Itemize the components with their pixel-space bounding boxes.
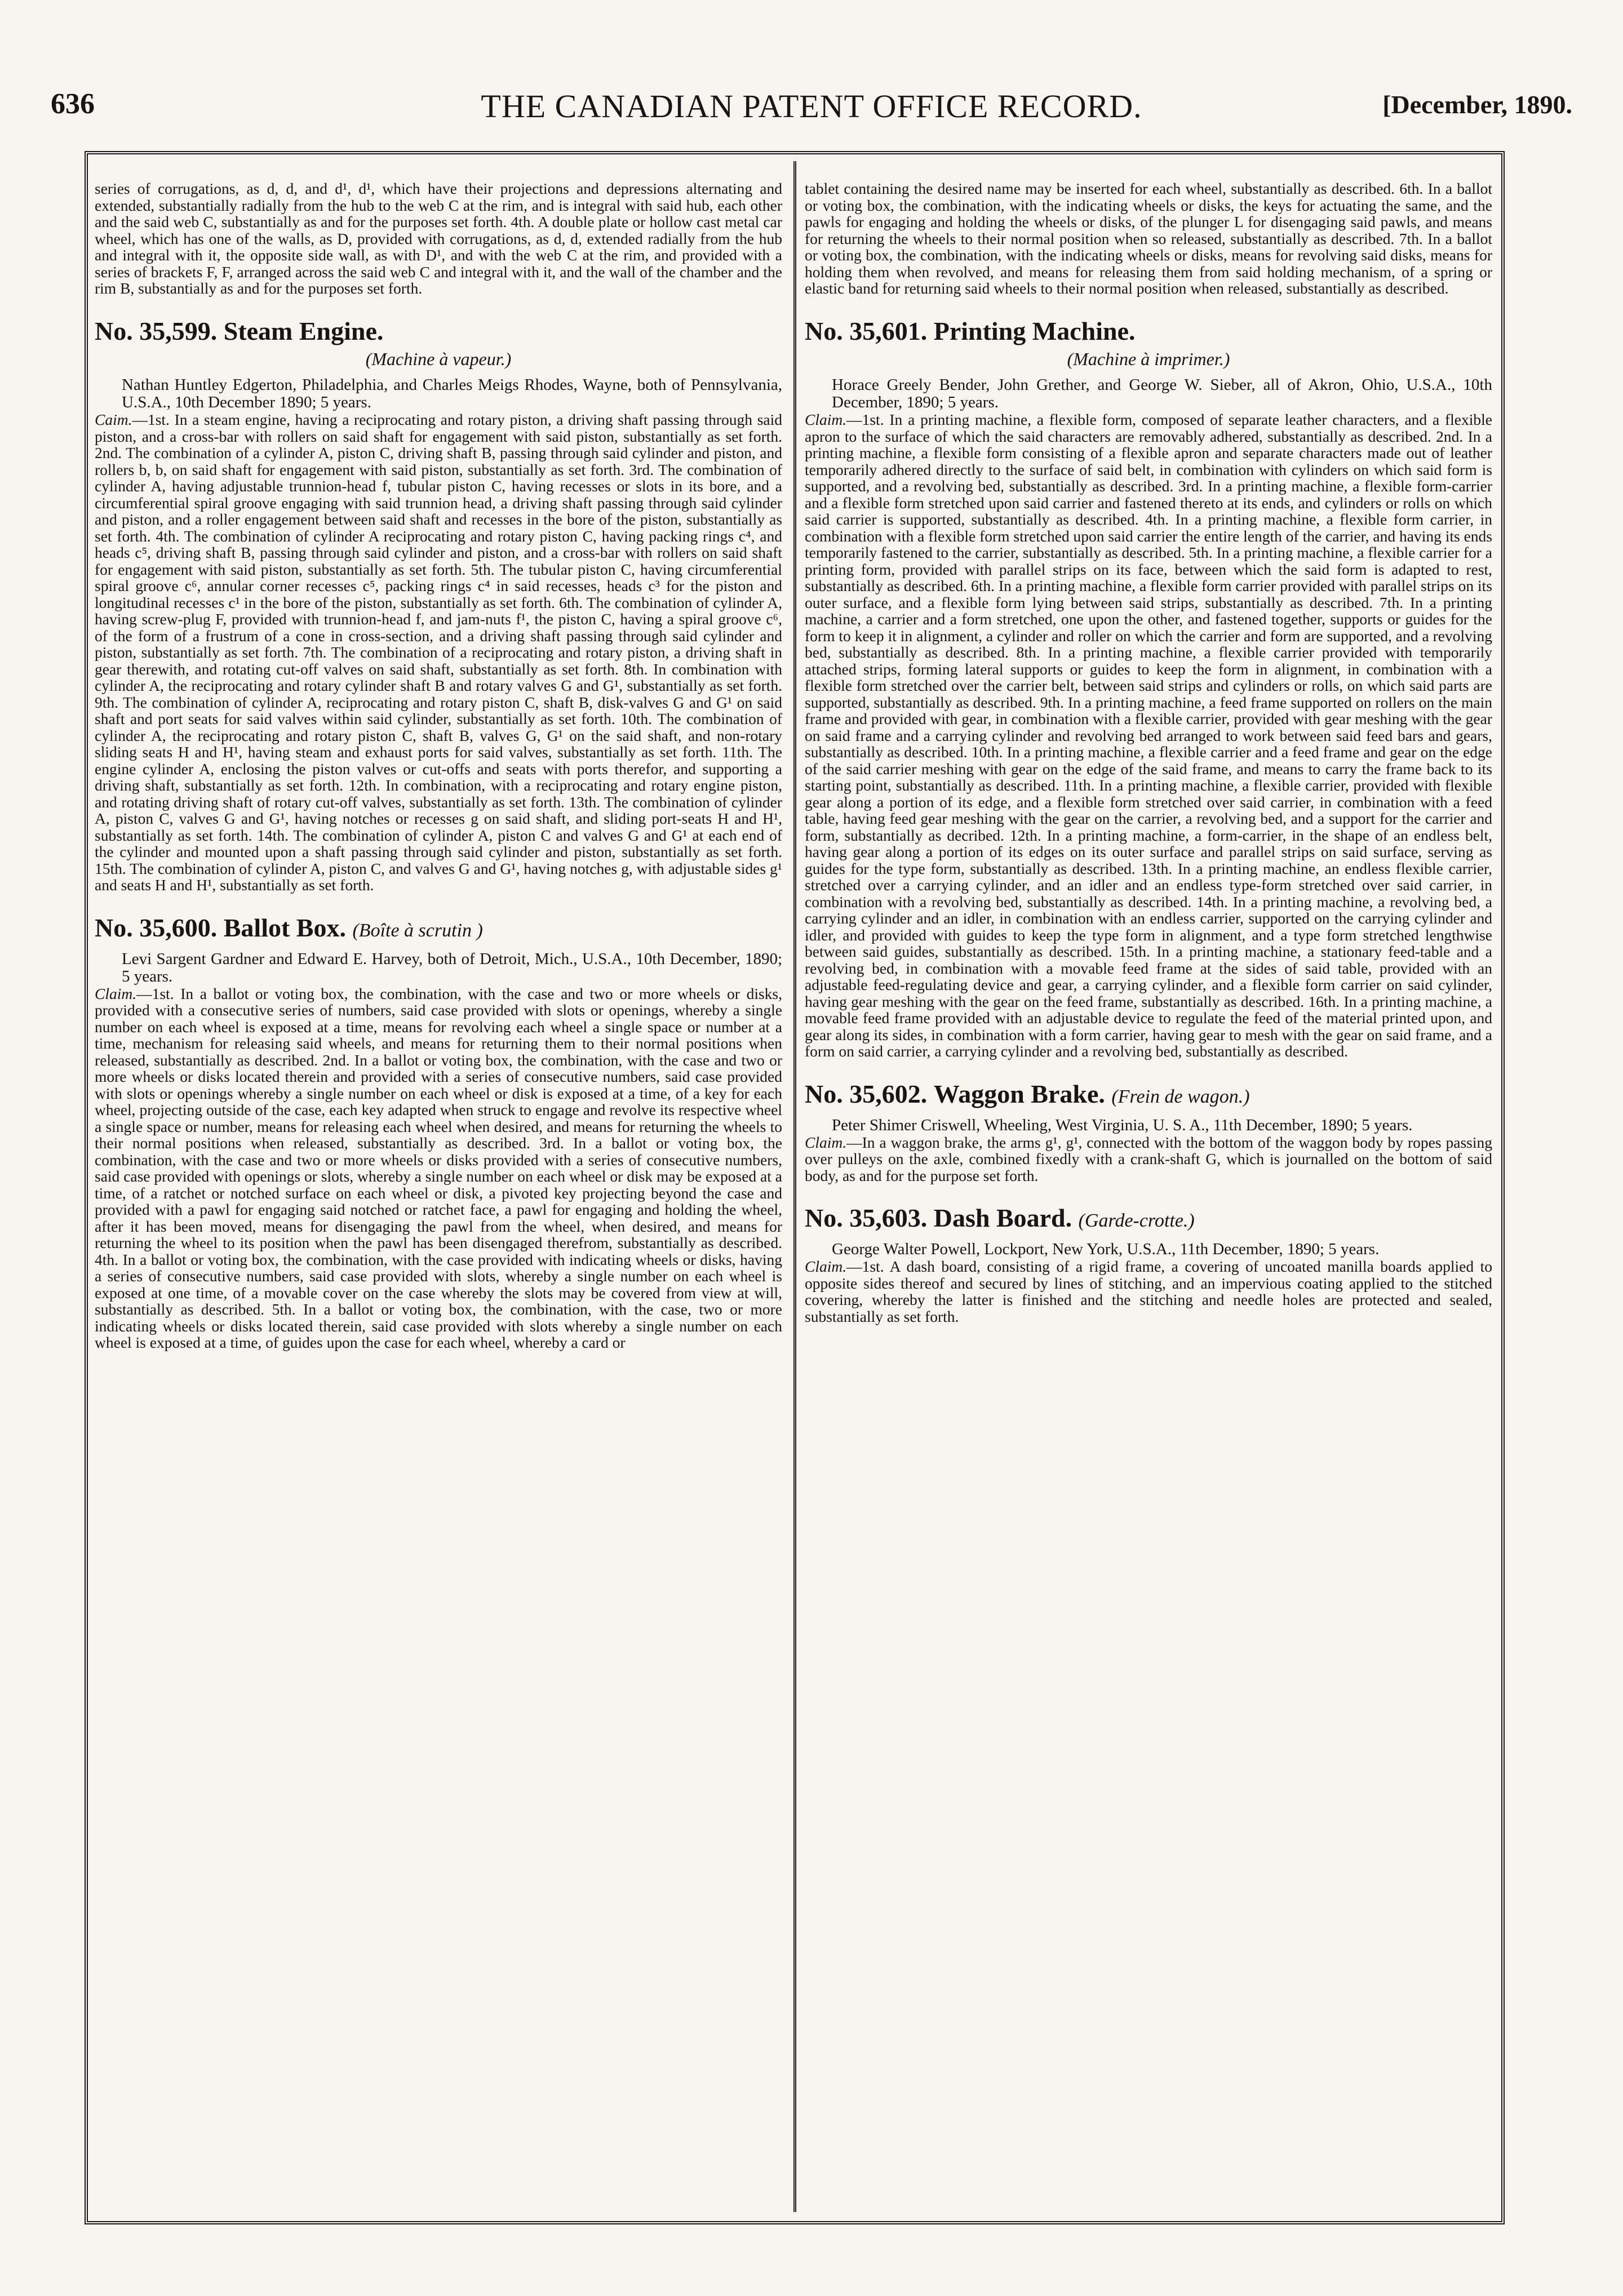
patent-inventors: George Walter Powell, Lockport, New York, U.S.A., 11th December, 1890; 5 years.: [832, 1240, 1380, 1258]
claim-label: Claim.: [805, 1258, 847, 1275]
patent-heading-35602: [805, 1079, 1492, 1112]
continued-text: tablet containing the desired name may be inserted for each wheel, substantially as described. 6th. In a ballot or voting box, the combination, with the indicating wheels or disks, the keys for actuating the same, and the pawls for engaging and holding the wheels or disks, of the plunger L for disengaging said pawls, and means for returning the wheels to their normal position when so released, substantially as described. 7th. In a ballot or voting box, the combination, with the indicating wheels or disks, means for revolving said disks, means for holding them when revolved, and means for releasing them from said holding mechanism, of a spring or elastic band for returning said wheels to their normal position when released, substantially as described.: [805, 180, 1492, 297]
patent-inventors: Levi Sargent Gardner and Edward E. Harvey, both of Detroit, Mich., U.S.A., 10th December, 1890; 5 years.: [122, 949, 782, 985]
claim-label: Claim.: [805, 411, 847, 428]
patent-number: No. 35,599.: [95, 316, 218, 345]
page-number: 636: [51, 88, 95, 120]
claim-label: Caim.: [95, 411, 132, 428]
patent-inventors: Nathan Huntley Edgerton, Philadelphia, and Charles Meigs Rhodes, Wayne, both of Pennsylvania, U.S.A., 10th December 1890; 5 years.: [122, 376, 782, 411]
column-divider: [793, 161, 796, 2212]
patent-number: No. 35,603.: [805, 1203, 928, 1232]
claim-label: Claim.: [805, 1133, 847, 1151]
patent-claims: [95, 985, 782, 1351]
patent-heading-35600: [95, 913, 782, 946]
patent-title: Waggon Brake.: [933, 1079, 1105, 1108]
patent-french-title: (Machine à vapeur.): [365, 348, 512, 369]
patent-french-title: (Boîte à scrutin ): [352, 920, 483, 941]
patent-french-title: (Garde-crotte.): [1078, 1210, 1195, 1231]
patent-number: No. 35,600.: [95, 913, 218, 942]
patent-claims: [805, 411, 1492, 1060]
claim-text: —In a waggon brake, the arms g¹, g¹, connected with the bottom of the waggon body by ropes passing over pulleys on the axle, combined fixedly with a crank-shaft G, which is journalled on the bottom of said body, as and for the purpose set forth.: [805, 1133, 1492, 1184]
patent-title: Ballot Box.: [223, 913, 346, 942]
left-column: [95, 180, 782, 2203]
patent-french-title: (Frein de wagon.): [1111, 1086, 1250, 1107]
patent-claims: [805, 1134, 1492, 1184]
patent-heading-35603: [805, 1203, 1492, 1236]
patent-claims: [805, 1258, 1492, 1325]
patent-claims: [95, 411, 782, 894]
patent-title: Dash Board.: [933, 1203, 1072, 1232]
claim-text: —1st. In a steam engine, having a reciprocating and rotary piston, a driving shaft passing through said piston, and a cross-bar with rollers on said shaft for engagement with said piston, substantially as set forth. 2nd. The combination of a cylinder A, piston C, driving shaft B, passing through said cylinder and piston, and rollers b, b, on said shaft for engagement with said piston, substantially as set forth. 3rd. The combination of cylinder A, having adjustable trunnion-head f, tubular piston C, having recesses or slots in its bore, and a circumferential spiral groove engaging with said trunnion head, a driving shaft passing through said cylinder and piston, and a roller engagement between said shaft and recesses in the bore of the piston, substantially as set forth. 4th. The combination of cylinder A reciprocating and rotary piston C, having packing rings c⁴, and heads c⁵, driving shaft B, passing through said cylinder and piston, and a cross-bar with rollers on said shaft for engagement with said piston, substantially as set forth. 5th. The tubular piston C, having circumferential spiral groove c⁶, annular corner recesses c⁵, packing rings c⁴ in said recesses, heads c³ for the piston and longitudinal recesses c¹ in the bore of the piston, substantially as set forth. 6th. The combination of cylinder A, having screw-plug F, provided with trunnion-head f, and jam-nuts f¹, the piston C, having a spiral groove c⁶, of the form of a frustrum of a cone in cross-section, and a driving shaft passing through said cylinder and piston, substantially as set forth. 7th. The combination of a reciprocating and rotary piston, a driving shaft in gear therewith, and rotating cut-off valves on said shaft, substantially as set forth. 8th. In combination with cylinder A, the reciprocating and rotary cylinder shaft B and rotary valves G and G¹, substantially as set forth. 9th. The combination of cylinder A, reciprocating and rotary piston C, shaft B, disk-valves G and G¹ on said shaft and port seats for said valves within said cylinder, substantially as set forth. 10th. The combination of cylinder A, the reciprocating and rotary piston C, shaft B, valves G, G¹ on the said shaft, and non-rotary sliding seats H and H¹, having steam and exhaust ports for said valves, substantially as set forth. 11th. The engine cylinder A, enclosing the piston valves or cut-offs and seats with ports therefor, and supporting a driving shaft, substantially as set forth. 12th. In combination, with a reciprocating and rotary engine piston, and rotating driving shaft of rotary cut-off valves, substantially as set forth. 13th. The combination of cylinder A, piston C, valves G and G¹, having notches or recesses g on said shaft, and sliding port-seats H and H¹, substantially as set forth. 14th. The combination of cylinder A, piston C and valves G and G¹ at each end of the cylinder and mounted upon a shaft passing through said cylinder and piston, substantially as set forth. 15th. The combination of cylinder A, piston C, and valves G and G¹, having notches g, with adjustable sides g¹ and seats H and H¹, substantially as set forth.: [95, 411, 782, 894]
claim-label: Claim.: [95, 984, 137, 1002]
right-column: [805, 180, 1492, 2203]
claim-text: —1st. A dash board, consisting of a rigid frame, a covering of uncoated manilla boards applied to opposite sides thereof and secured by lines of stitching, and an impervious coating applied to the stitched covering, whereby the latter is finished and the stitching and needle holes are protected and sealed, substantially as set forth.: [805, 1258, 1492, 1325]
issue-date: [December, 1890.: [1382, 90, 1572, 119]
continued-text: series of corrugations, as d, d, and d¹, d¹, which have their projections and depressions alternating and extended, substantially radially from the hub to the web C at the rim, and is integral with said hub, each other and the said web C, substantially as and for the purposes set forth. 4th. A double plate or hollow cast metal car wheel, which has one of the walls, as D, provided with corrugations, as d, d, extended radially from the hub and integral with it, the opposite side wall, as with D¹, and with the web C at the rim, and provided with a series of brackets F, F, arranged across the said web C and integral with it, and the wall of the chamber and the rim B, substantially as and for the purposes set forth.: [95, 180, 782, 297]
patent-title: Steam Engine.: [223, 316, 384, 345]
journal-title: THE CANADIAN PATENT OFFICE RECORD.: [481, 88, 1142, 125]
page-header: [51, 87, 1572, 138]
claim-text: —1st. In a ballot or voting box, the combination, with the case and two or more wheels or disks, provided with a consecutive series of numbers, said case provided with slots or openings, whereby a single number on each wheel is exposed at a time, means for revolving each wheel a single space or number at a time, mechanism for releasing said wheels, and means for returning them to their normal positions when released, substantially as described. 2nd. In a ballot or voting box, the combination, with the case and two or more wheels or disks located therein and provided with a series of consecutive numbers, said case provided with slots or openings whereby a single number on each wheel or disk is exposed at a time, of a key for each wheel, projecting outside of the case, each key adapted when struck to engage and revolve its respective wheel a single space or number, means for releasing each wheel when desired, and means for returning the wheels to their normal positions when released, substantially as described. 3rd. In a ballot or voting box, the combination, with the case and two or more wheels or disks provided with a series of consecutive numbers, said case provided with openings or slots, whereby a single number on each wheel or disk may be exposed at a time, of a ratchet or notched surface on each wheel or disk, a pivoted key projecting beyond the case and provided with a pawl for engaging said notched or ratchet face, a pawl for engaging and holding the wheel, after it has been moved, means for disengaging the pawl from the wheel, when desired, and means for returning the wheel to its position when the pawl has been disengaged therefrom, substantially as described. 4th. In a ballot or voting box, the combination, with the case provided with indicating wheels or disks, having a series of consecutive numbers, said case provided with slots, whereby a single number on each wheel is exposed at one time, of a movable cover on the case whereby the slots may be covered from view at will, substantially as described. 5th. In a ballot or voting box, the combination, with the case, two or more indicating wheels or disks located therein, said case provided with slots whereby a single number on each wheel is exposed at a time, of guides upon the case for each wheel, whereby a card or: [95, 984, 782, 1351]
patent-number: No. 35,601.: [805, 316, 928, 345]
patent-inventors: Peter Shimer Criswell, Wheeling, West Virginia, U. S. A., 11th December, 1890; 5 years.: [832, 1116, 1413, 1134]
patent-heading-35601: [805, 316, 1492, 347]
patent-french-title: (Machine à imprimer.): [1067, 348, 1230, 369]
patent-title: Printing Machine.: [933, 316, 1136, 345]
claim-text: —1st. In a printing machine, a flexible form, composed of separate leather characters, and a flexible apron to the surface of which the said characters are removably adhered, substantially as described. 2nd. In a printing machine, a flexible form consisting of a flexible apron and separate characters made out of leather temporarily adhered directly to the surface of said belt, in combination with cylinders on which said form is supported, and a revolving bed, substantially as described. 3rd. In a printing machine, a flexible form-carrier and a flexible form stretched upon said carrier and fastened thereto at its ends, and cylinders or rolls on which said carrier is supported, substantially as described. 4th. In a printing machine, a flexible form carrier, in combination with a flexible form stretched upon said carrier the entire length of the carrier, and having its ends temporarily fastened to the carrier, substantially as described. 5th. In a printing machine, a flexible carrier for a printing form, provided with parallel strips on its face, between which the said form is adapted to rest, substantially as described. 6th. In a printing machine, a flexible form carrier provided with parallel strips on its outer surface, and a flexible form lying between said strips, substantially as described. 7th. In a printing machine, a carrier and a form stretched, one upon the other, and fastened together, supports or guides for the form to keep it in alignment, a cylinder and roller on which the carrier and form are supported, and a revolving bed, substantially as described. 8th. In a printing machine, a flexible carrier provided with temporarily attached strips, forming lateral supports or guides to keep the form in alignment, in combination with a flexible form stretched over the carrier belt, between said strips and cylinders or rolls, on which said parts are supported, substantially as described. 9th. In a printing machine, a feed frame supported on rollers on the main frame and provided with gear, in combination with a flexible carrier, provided with gear meshing with the gear on said frame and a carrying cylinder and revolving bed arranged to work between said feed bars and gears, substantially as described. 10th. In a printing machine, a flexible carrier and a feed frame and gear on the edge of the said carrier meshing with gear on the edge of the said frame, and means to carry the frame back to its starting point, substantially as described. 11th. In a printing machine, a flexible carrier, provided with flexible gear along a portion of its edge, and a flexible form stretched over said carrier, in combination with a feed table, having feed gear meshing with the gear on the carrier, a revolving bed, and a support for the carrier and form, substantially as decribed. 12th. In a printing machine, a form-carrier, in the shape of an endless belt, having gear along a portion of its edges on its outer surface and parallel strips on said surface, serving as guides for the type form, substantially as described. 13th. In a printing machine, an endless flexible carrier, stretched over a carrying cylinder, and an idler and an endless type-form stretched over said carrier, in combination with a revolving bed, substantially as described. 14th. In a printing machine, a revolving bed, a carrying cylinder and an idler, in combination with an endless carrier, supported on the carrying cylinder and idler, and provided with guides to keep the type form in alignment, and a type form stretched lengthwise between said guides, substantially as described. 15th. In a printing machine, a stationary feed-table and a revolving bed, in combination with a movable feed frame at the sides of said table, provided with an adjustable feed-regulating device and gear, a carrying cylinder, and a flexible form carrier on said cylinder, having gear meshing with the gear on the feed frame, substantially as described. 16th. In a printing machine, a movable feed frame provided with an adjustable device to regulate the feed of the material printed upon, and gear along its sides, in combination with a form carrier, having gear to mesh with the gear on said frame, and a form on said carrier, a carrying cylinder and a revolving bed, substantially as described.: [805, 411, 1492, 1060]
patent-number: No. 35,602.: [805, 1079, 928, 1108]
patent-heading-35599: [95, 316, 782, 347]
patent-inventors: Horace Greely Bender, John Grether, and George W. Sieber, all of Akron, Ohio, U.S.A., 10th December, 1890; 5 years.: [832, 376, 1492, 411]
